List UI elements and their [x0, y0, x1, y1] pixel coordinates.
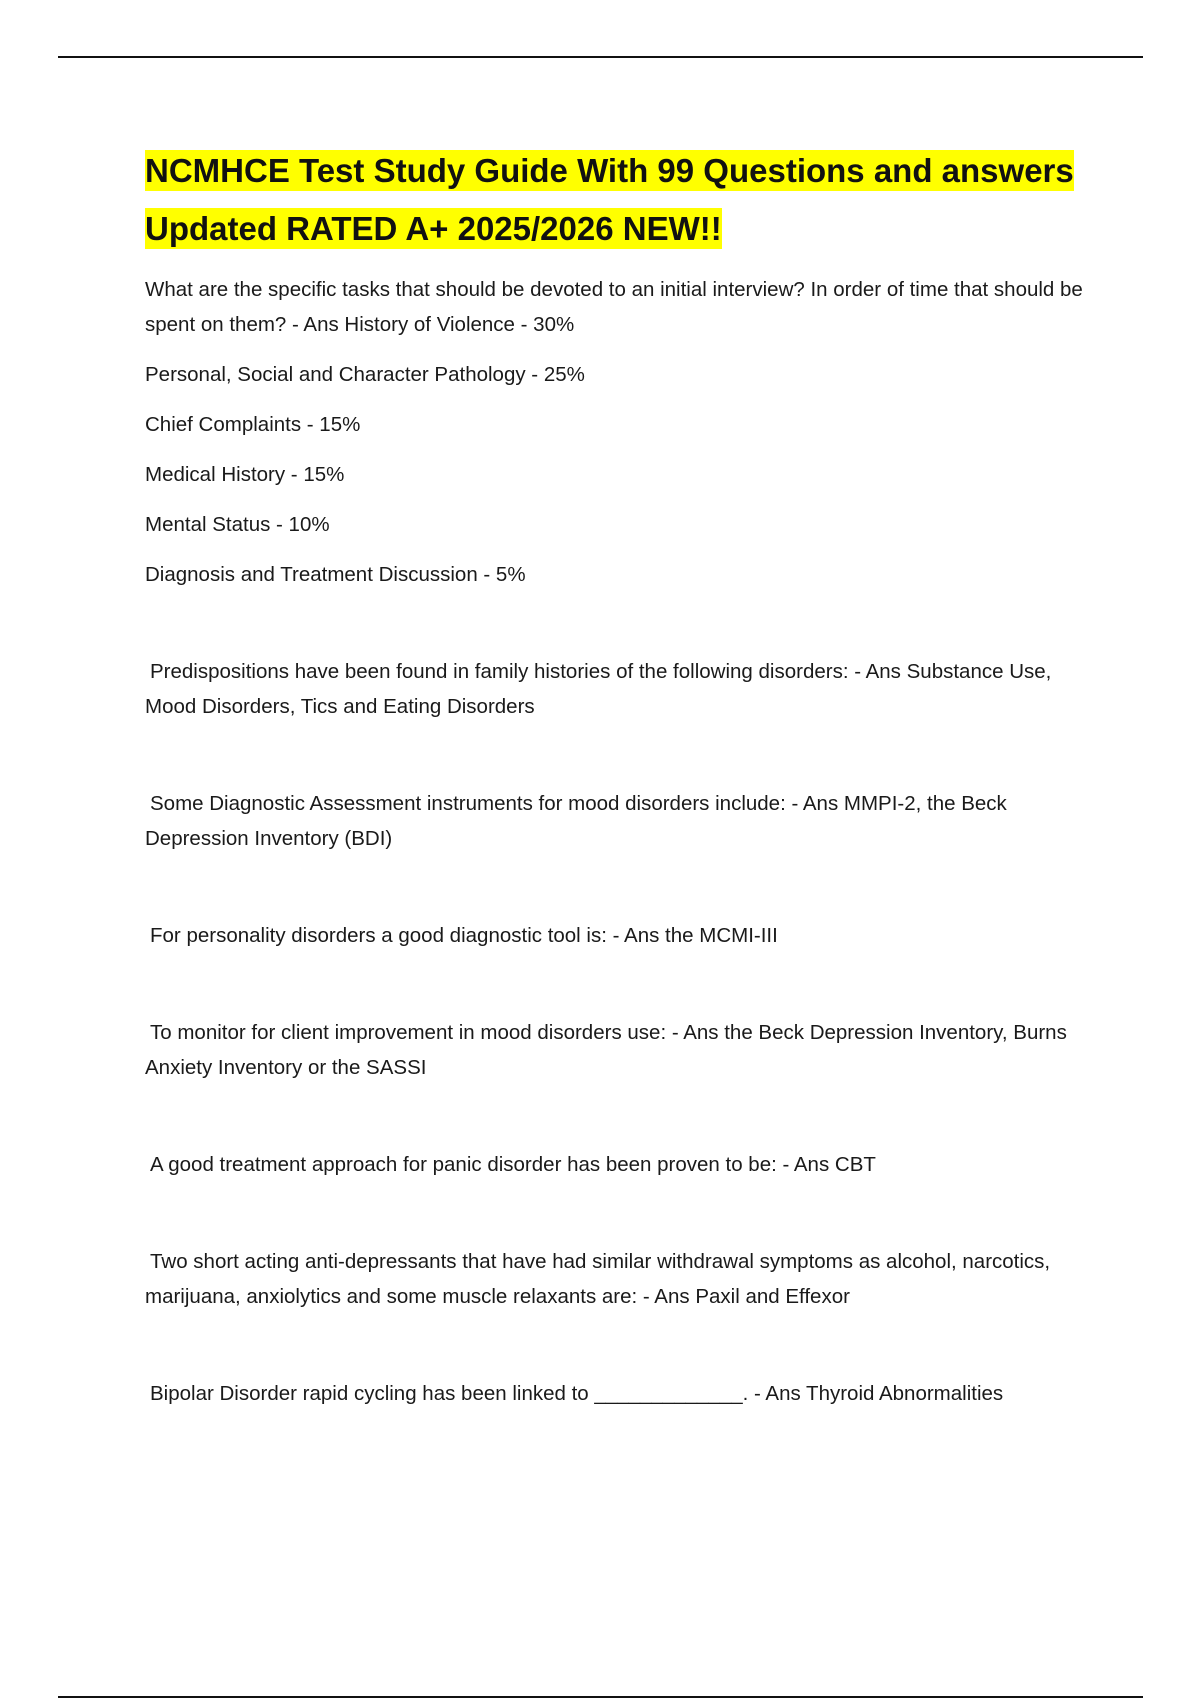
- qa-text: Two short acting anti-depressants that have had similar withdrawal symptoms as alcohol, narcotics, marijuana, anxiolytics and some muscle relaxants are: - Ans Paxil and Effexor: [145, 1250, 1051, 1308]
- qa-item: [145, 654, 1095, 724]
- qa-text: A good treatment approach for panic disorder has been proven to be: - Ans CBT: [150, 1153, 876, 1176]
- header-rule: [58, 56, 1143, 58]
- footer-rule: [58, 1696, 1143, 1698]
- question-1: What are the specific tasks that should be devoted to an initial interview? In order of time that should be spent on them? - Ans History of Violence - 30%: [145, 278, 1083, 336]
- list-item: Personal, Social and Character Pathology - 25%: [145, 363, 585, 386]
- document-body: [145, 142, 1095, 1411]
- document-title: [145, 142, 1095, 258]
- qa-item: [145, 1015, 1095, 1085]
- qa-text: To monitor for client improvement in mood disorders use: - Ans the Beck Depression Inventory, Burns Anxiety Inventory or the SASSI: [145, 1021, 1067, 1079]
- qa-item: [145, 1147, 1095, 1182]
- qa-text: Some Diagnostic Assessment instruments for mood disorders include: - Ans MMPI-2, the Beck Depression Inventory (BDI): [145, 792, 1007, 850]
- qa-item: [145, 786, 1095, 856]
- qa-item: [145, 1376, 1095, 1411]
- list-item: Medical History - 15%: [145, 463, 345, 486]
- list-item: Mental Status - 10%: [145, 513, 330, 536]
- qa-text: Predispositions have been found in family histories of the following disorders: - Ans Substance Use, Mood Disorders, Tics and Eating Disorders: [145, 660, 1052, 718]
- title-highlight: NCMHCE Test Study Guide With 99 Questions and answers Updated RATED A+ 2025/2026 NEW!!: [145, 152, 1074, 247]
- list-item: Diagnosis and Treatment Discussion - 5%: [145, 563, 526, 586]
- qa-text: Bipolar Disorder rapid cycling has been linked to _____________. - Ans Thyroid Abnormalities: [150, 1382, 1004, 1405]
- qa-item: [145, 1244, 1095, 1314]
- qa-text: For personality disorders a good diagnostic tool is: - Ans the MCMI-III: [150, 924, 778, 947]
- list-item: Chief Complaints - 15%: [145, 413, 361, 436]
- qa-item: [145, 918, 1095, 953]
